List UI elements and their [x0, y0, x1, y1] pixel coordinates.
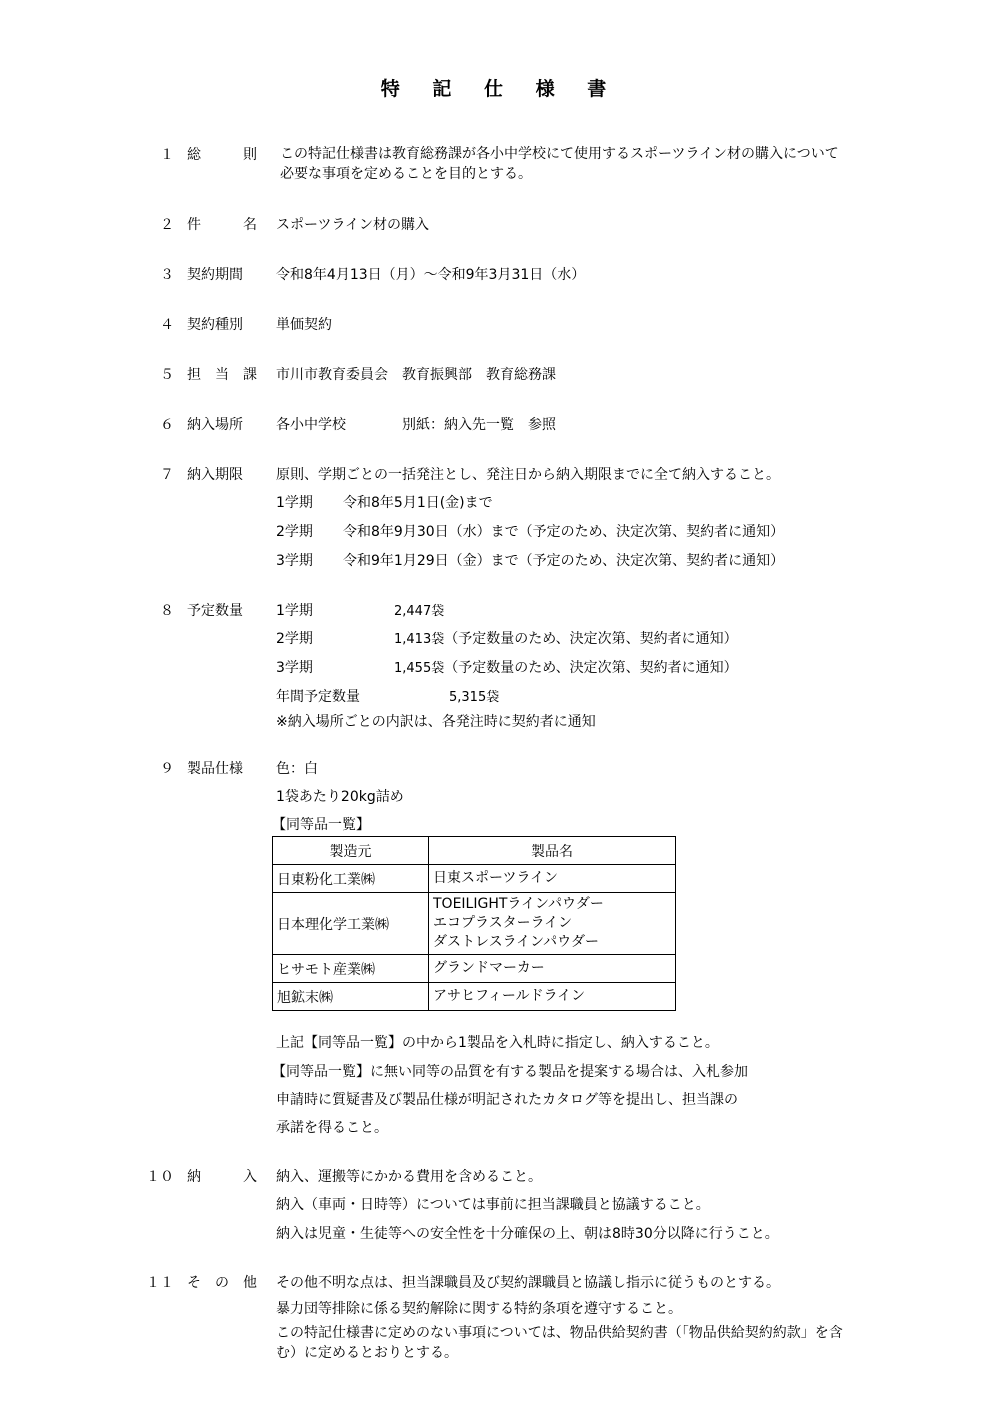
table-header-row — [273, 837, 676, 865]
maker-cell: 日本理化学工業㈱ — [273, 893, 429, 955]
section-10-number: １０ — [146, 1169, 174, 1185]
product-cell — [429, 955, 676, 983]
table-row — [273, 955, 676, 983]
document-title: 特 記 仕 様 書 — [380, 78, 620, 100]
label-char: 総 — [187, 147, 201, 163]
section-7-label — [187, 464, 257, 484]
quantity-amount: 1,413袋 — [394, 632, 445, 647]
quantity-term: 3学期 — [276, 660, 313, 676]
label-char: 納入場所 — [187, 417, 243, 433]
section-5-number: ５ — [160, 367, 174, 383]
maker-cell: 旭鉱末㈱ — [273, 983, 429, 1011]
spec-instruction: 申請時に質疑書及び製品仕様が明記されたカタログ等を提出し、担当課の — [276, 1092, 738, 1108]
delivery-deadline: 令和9年1月29日（金）まで（予定のため、決定次第、契約者に通知） — [343, 553, 785, 569]
quantity-term: 1学期 — [276, 603, 313, 619]
quantity-amount: 1,455袋 — [394, 661, 445, 676]
section-2-text: スポーツライン材の購入 — [276, 217, 430, 233]
section-3-text: 令和8年4月13日（月）～令和9年3月31日（水） — [276, 267, 586, 283]
header-maker: 製造元 — [273, 837, 429, 865]
spec-instruction: 上記【同等品一覧】の中から1製品を入札時に指定し、納入すること。 — [276, 1035, 719, 1051]
section-10-label — [187, 1166, 257, 1186]
section-9-number: ９ — [160, 761, 174, 777]
product-name: エコプラスターライン — [433, 915, 573, 931]
label-char: 当 — [215, 367, 229, 383]
header-product: 製品名 — [429, 837, 676, 865]
spec-weight: 1袋あたり20kg詰め — [276, 789, 404, 805]
label-char: 入 — [243, 1169, 257, 1185]
section-5-text: 市川市教育委員会 教育振興部 教育総務課 — [276, 367, 556, 383]
quantity-value — [394, 628, 738, 648]
product-name: アサヒフィールドライン — [433, 988, 586, 1004]
quantity-term: 2学期 — [276, 631, 313, 647]
section-6-text: 各小中学校 別紙：納入先一覧 参照 — [276, 417, 556, 433]
section-3-label — [187, 264, 257, 284]
maker-cell: ヒサモト産業㈱ — [273, 955, 429, 983]
product-name: TOEILIGHTラインパウダー — [433, 896, 604, 912]
section-9-label — [187, 758, 257, 778]
quantity-amount: 2,447袋 — [394, 604, 445, 619]
delivery-deadline: 令和8年9月30日（水）まで（予定のため、決定次第、契約者に通知） — [343, 524, 785, 540]
table-row — [273, 893, 676, 955]
label-char: 契約期間 — [187, 267, 243, 283]
section-7-number: ７ — [160, 467, 174, 483]
product-cell — [429, 865, 676, 893]
delivery-deadline: 令和8年5月1日(金)まで — [343, 495, 493, 511]
label-char: 他 — [243, 1275, 257, 1291]
section-4-number: ４ — [160, 317, 174, 333]
delivery-term: 3学期 — [276, 553, 313, 569]
section-1-number: １ — [160, 147, 174, 163]
label-char: 納 — [187, 1169, 201, 1185]
product-name: グランドマーカー — [433, 960, 545, 976]
maker-cell: 日東粉化工業㈱ — [273, 865, 429, 893]
section-4-text: 単価契約 — [276, 317, 332, 333]
table-row — [273, 983, 676, 1011]
label-char: 件 — [187, 217, 201, 233]
section-1-text: この特記仕様書は教育総務課が各小中学校にて使用するスポーツライン材の購入について必要な事項を定めることを目的とする。 — [280, 146, 839, 182]
label-char: 名 — [243, 217, 257, 233]
quantity-value — [394, 657, 738, 677]
other-rule: この特記仕様書に定めのない事項については、物品供給契約書（「物品供給契約約款」を含む）に定めるとおりとする。 — [276, 1325, 843, 1361]
product-name: ダストレスラインパウダー — [433, 934, 600, 950]
label-char: 納入期限 — [187, 467, 243, 483]
section-1-label — [187, 144, 257, 164]
delivery-term: 2学期 — [276, 524, 313, 540]
table-row — [273, 865, 676, 893]
equivalent-list-heading: 【同等品一覧】 — [272, 817, 370, 833]
delivery-rule: 納入、運搬等にかかる費用を含めること。 — [276, 1169, 542, 1185]
label-char: 則 — [243, 147, 257, 163]
label-char: 製品仕様 — [187, 761, 243, 777]
quantity-value — [394, 600, 444, 619]
product-cell — [429, 983, 676, 1011]
label-char: 課 — [243, 367, 257, 383]
section-5-label — [187, 364, 257, 384]
spec-color: 色：白 — [276, 761, 318, 777]
spec-instruction: 承諾を得ること。 — [276, 1120, 388, 1136]
delivery-term: 1学期 — [276, 495, 313, 511]
section-6-label — [187, 414, 257, 434]
quantity-note: （予定数量のため、決定次第、契約者に通知） — [444, 631, 738, 647]
equivalent-products-table — [272, 836, 676, 1011]
quantity-note-line: ※納入場所ごとの内訳は、各発注時に契約者に通知 — [276, 714, 596, 730]
section-8-number: ８ — [160, 603, 174, 619]
label-char: の — [215, 1275, 229, 1291]
product-cell — [429, 893, 676, 955]
spec-instruction: 【同等品一覧】に無い同等の品質を有する製品を提案する場合は、入札参加 — [272, 1064, 748, 1080]
label-char: 契約種別 — [187, 317, 243, 333]
section-6-number: ６ — [160, 417, 174, 433]
annual-quantity-value: 5,315袋 — [449, 690, 500, 705]
label-char: 担 — [187, 367, 201, 383]
label-char: 予定数量 — [187, 603, 243, 619]
delivery-rule: 納入（車両・日時等）については事前に担当課職員と協議すること。 — [276, 1197, 710, 1213]
label-char: そ — [187, 1275, 201, 1291]
other-rule: その他不明な点は、担当課職員及び契約課職員と協議し指示に従うものとする。 — [276, 1275, 780, 1291]
annual-quantity-label: 年間予定数量 — [276, 689, 360, 705]
section-11-label — [187, 1272, 257, 1292]
section-8-label — [187, 600, 257, 620]
section-7-text: 原則、学期ごとの一括発注とし、発注日から納入期限までに全て納入すること。 — [276, 467, 780, 483]
section-2-number: ２ — [160, 217, 174, 233]
delivery-rule: 納入は児童・生徒等への安全性を十分確保の上、朝は8時30分以降に行うこと。 — [276, 1226, 779, 1242]
section-4-label — [187, 314, 257, 334]
section-2-label — [187, 214, 257, 234]
product-name: 日東スポーツライン — [433, 870, 559, 886]
section-3-number: ３ — [160, 267, 174, 283]
quantity-note: （予定数量のため、決定次第、契約者に通知） — [444, 660, 738, 676]
other-rule: 暴力団等排除に係る契約解除に関する特約条項を遵守すること。 — [276, 1301, 682, 1317]
section-11-number: １１ — [146, 1275, 174, 1291]
